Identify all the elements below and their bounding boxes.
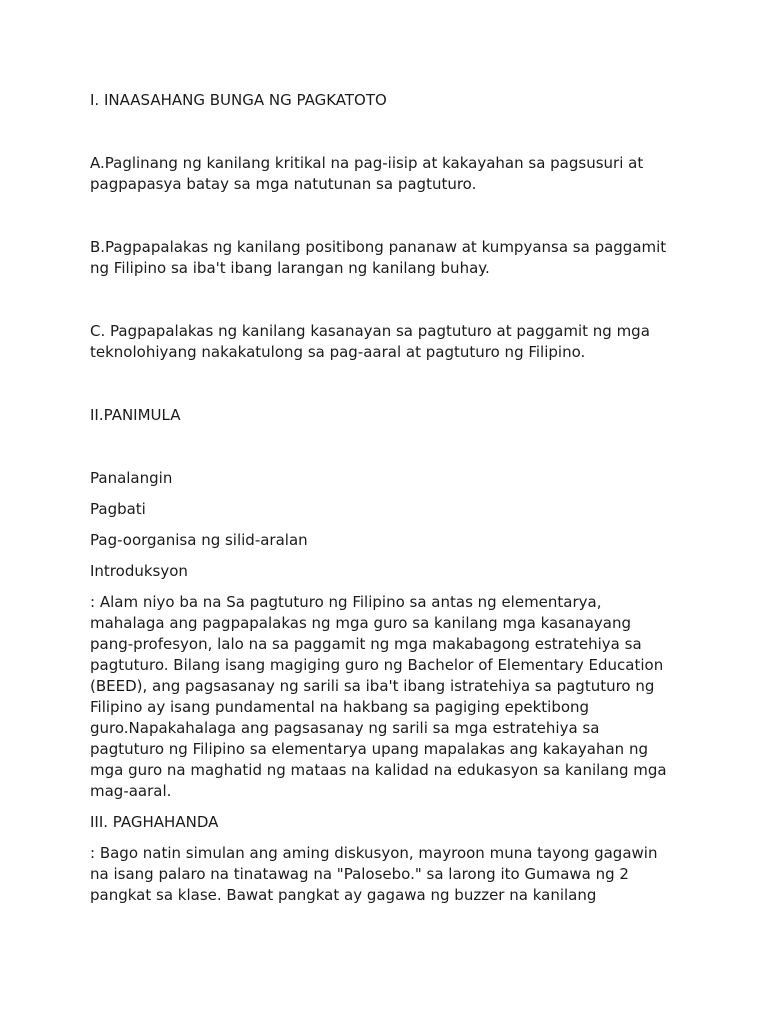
- section-heading-panimula: II.PANIMULA: [90, 406, 181, 424]
- list-item: Pag-oorganisa ng silid-aralan: [90, 531, 308, 549]
- objective-b-paragraph: B.Pagpapalakas ng kanilang positibong pananaw at kumpyansa sa paggamit ng Filipino sa iba't ibang larangan ng kanilang buhay.: [90, 238, 667, 277]
- list-item: Introduksyon: [90, 562, 188, 580]
- objective-c-paragraph: C. Pagpapalakas ng kanilang kasanayan sa pagtuturo at paggamit ng mga teknolohiyang nakakatulong sa pag-aaral at pagtuturo ng Filipino.: [90, 322, 650, 361]
- section-heading-paghahanda: III. PAGHAHANDA: [90, 813, 219, 831]
- section-heading-inaasahang-bunga: I. INAASAHANG BUNGA NG PAGKATOTO: [90, 91, 387, 109]
- introduction-paragraph: : Alam niyo ba na Sa pagtuturo ng Filipino sa antas ng elementarya, mahalaga ang pagpapalakas ng mga guro sa kanilang mga kasanayang pang-profesyon, lalo na sa paggamit ng mga makabagong estratehiya sa pagtuturo. Bilang isang magiging guro ng Bachelor of Elementary Education (BEED), ang pagsasanay ng sarili sa iba't ibang istratehiya sa pagtuturo ng Filipino ay isang pundamental na hakbang sa pagiging epektibong guro.Napakahalaga ang pagsasanay ng sarili sa mga estratehiya sa pagtuturo ng Filipino sa elementarya upang mapalakas ang kakayahan ng mga guro na maghatid ng mataas na kalidad na edukasyon sa kanilang mga mag-aaral.: [90, 593, 667, 800]
- list-item: Pagbati: [90, 500, 146, 518]
- preparation-paragraph: : Bago natin simulan ang aming diskusyon, mayroon muna tayong gagawin na isang palaro na tinatawag na "Palosebo." sa larong ito Gumawa ng 2 pangkat sa klase. Bawat pangkat ay gagawa ng buzzer na kanilang: [90, 844, 658, 904]
- objective-a-paragraph: A.Paglinang ng kanilang kritikal na pag-iisip at kakayahan sa pagsusuri at pagpapasya batay sa mga natutunan sa pagtuturo.: [90, 154, 644, 193]
- list-item: Panalangin: [90, 469, 173, 487]
